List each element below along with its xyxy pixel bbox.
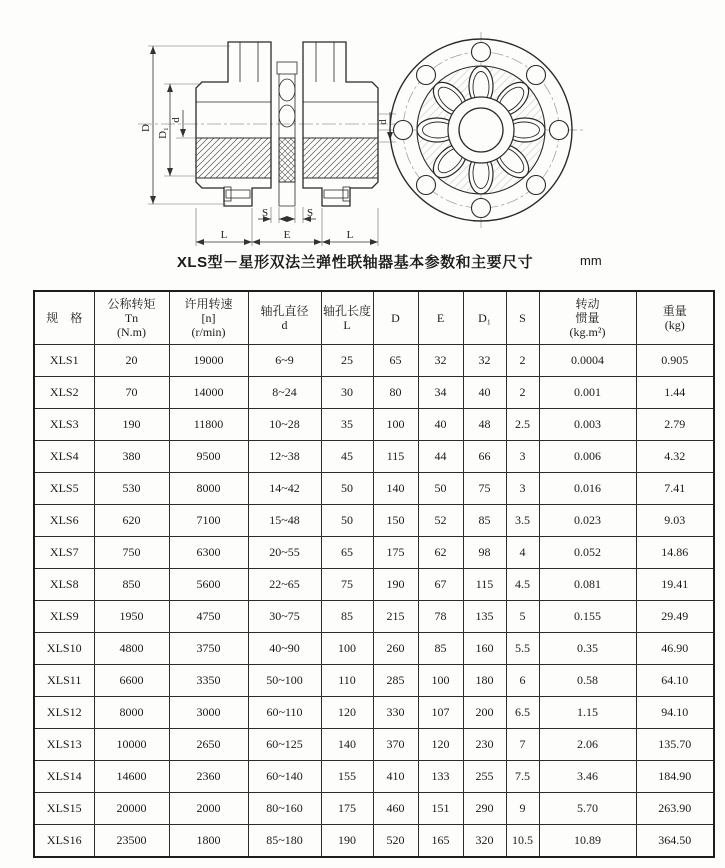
value-cell: 44 bbox=[418, 441, 463, 473]
table-row bbox=[34, 601, 714, 633]
value-cell: 2.79 bbox=[636, 409, 714, 441]
value-cell: 190 bbox=[94, 409, 169, 441]
col-header-line: S bbox=[519, 311, 526, 325]
value-cell: 3.5 bbox=[506, 505, 539, 537]
elastic-element-section bbox=[277, 62, 297, 206]
spec-cell: XLS12 bbox=[34, 697, 94, 729]
value-cell: 0.35 bbox=[539, 633, 636, 665]
value-cell: 14.86 bbox=[636, 537, 714, 569]
spec-cell: XLS14 bbox=[34, 761, 94, 793]
value-cell: 66 bbox=[463, 441, 506, 473]
value-cell: 30~75 bbox=[248, 601, 321, 633]
value-cell: 4750 bbox=[169, 601, 248, 633]
value-cell: 8000 bbox=[169, 473, 248, 505]
value-cell: 151 bbox=[418, 793, 463, 825]
value-cell: 320 bbox=[463, 825, 506, 858]
value-cell: 4 bbox=[506, 537, 539, 569]
header-row bbox=[34, 291, 714, 345]
value-cell: 110 bbox=[321, 665, 373, 697]
value-cell: 50 bbox=[418, 473, 463, 505]
value-cell: 135.70 bbox=[636, 729, 714, 761]
value-cell: 190 bbox=[321, 825, 373, 858]
value-cell: 3.46 bbox=[539, 761, 636, 793]
spec-cell: XLS8 bbox=[34, 569, 94, 601]
col-header-dim-D1 bbox=[463, 291, 506, 345]
spec-cell: XLS11 bbox=[34, 665, 94, 697]
value-cell: 25 bbox=[321, 345, 373, 377]
page-title: XLS型－星形双法兰弹性联轴器基本参数和主要尺寸 bbox=[176, 254, 534, 271]
value-cell: 850 bbox=[94, 569, 169, 601]
value-cell: 14000 bbox=[169, 377, 248, 409]
value-cell: 6 bbox=[506, 665, 539, 697]
value-cell: 19.41 bbox=[636, 569, 714, 601]
value-cell: 30 bbox=[321, 377, 373, 409]
table-body bbox=[34, 345, 714, 858]
value-cell: 2.5 bbox=[506, 409, 539, 441]
title-row bbox=[0, 251, 725, 277]
spec-cell: XLS2 bbox=[34, 377, 94, 409]
spec-cell: XLS16 bbox=[34, 825, 94, 858]
value-cell: 34 bbox=[418, 377, 463, 409]
value-cell: 94.10 bbox=[636, 697, 714, 729]
value-cell: 60~140 bbox=[248, 761, 321, 793]
value-cell: 12~38 bbox=[248, 441, 321, 473]
dim-label-L-left: L bbox=[220, 229, 228, 241]
value-cell: 0.016 bbox=[539, 473, 636, 505]
value-cell: 48 bbox=[463, 409, 506, 441]
value-cell: 620 bbox=[94, 505, 169, 537]
value-cell: 120 bbox=[321, 697, 373, 729]
value-cell: 190 bbox=[373, 569, 418, 601]
value-cell: 80~160 bbox=[248, 793, 321, 825]
dim-label-d-right: d bbox=[377, 119, 389, 125]
col-header-line: E bbox=[436, 311, 445, 325]
col-header-line: 重量 bbox=[662, 304, 687, 318]
col-header-line: 轴孔直径 bbox=[260, 304, 309, 318]
spec-cell: XLS10 bbox=[34, 633, 94, 665]
value-cell: 5600 bbox=[169, 569, 248, 601]
value-cell: 20 bbox=[94, 345, 169, 377]
value-cell: 165 bbox=[418, 825, 463, 858]
table-header bbox=[34, 291, 714, 345]
col-header-line: d bbox=[281, 318, 288, 332]
value-cell: 0.052 bbox=[539, 537, 636, 569]
table-row bbox=[34, 441, 714, 473]
value-cell: 45 bbox=[321, 441, 373, 473]
front-view bbox=[379, 32, 584, 228]
value-cell: 8~24 bbox=[248, 377, 321, 409]
value-cell: 2360 bbox=[169, 761, 248, 793]
col-header-weight bbox=[636, 291, 714, 345]
value-cell: 85 bbox=[418, 633, 463, 665]
section-view bbox=[138, 42, 402, 246]
value-cell: 200 bbox=[463, 697, 506, 729]
value-cell: 5.5 bbox=[506, 633, 539, 665]
value-cell: 120 bbox=[418, 729, 463, 761]
value-cell: 107 bbox=[418, 697, 463, 729]
dim-label-S-left: S bbox=[261, 207, 269, 219]
col-header-inertia bbox=[539, 291, 636, 345]
value-cell: 410 bbox=[373, 761, 418, 793]
spec-cell: XLS15 bbox=[34, 793, 94, 825]
value-cell: 65 bbox=[321, 537, 373, 569]
value-cell: 0.0004 bbox=[539, 345, 636, 377]
value-cell: 133 bbox=[418, 761, 463, 793]
spec-cell: XLS4 bbox=[34, 441, 94, 473]
dim-label-S-right: S bbox=[306, 207, 314, 219]
table-row bbox=[34, 377, 714, 409]
value-cell: 100 bbox=[418, 665, 463, 697]
col-header-dim-E bbox=[418, 291, 463, 345]
value-cell: 14~42 bbox=[248, 473, 321, 505]
table-row bbox=[34, 697, 714, 729]
spec-cell: XLS6 bbox=[34, 505, 94, 537]
value-cell: 184.90 bbox=[636, 761, 714, 793]
value-cell: 70 bbox=[94, 377, 169, 409]
dim-label-d-left: d bbox=[170, 117, 182, 123]
value-cell: 2650 bbox=[169, 729, 248, 761]
value-cell: 62 bbox=[418, 537, 463, 569]
value-cell: 19000 bbox=[169, 345, 248, 377]
value-cell: 285 bbox=[373, 665, 418, 697]
value-cell: 380 bbox=[94, 441, 169, 473]
value-cell: 155 bbox=[321, 761, 373, 793]
value-cell: 67 bbox=[418, 569, 463, 601]
value-cell: 32 bbox=[418, 345, 463, 377]
col-header-dim-S bbox=[506, 291, 539, 345]
value-cell: 50 bbox=[321, 505, 373, 537]
value-cell: 230 bbox=[463, 729, 506, 761]
table-row bbox=[34, 473, 714, 505]
value-cell: 9.03 bbox=[636, 505, 714, 537]
value-cell: 10~28 bbox=[248, 409, 321, 441]
value-cell: 140 bbox=[373, 473, 418, 505]
value-cell: 460 bbox=[373, 793, 418, 825]
spec-cell: XLS3 bbox=[34, 409, 94, 441]
table-row bbox=[34, 569, 714, 601]
value-cell: 23500 bbox=[94, 825, 169, 858]
dim-label-D: D bbox=[140, 124, 152, 132]
value-cell: 75 bbox=[463, 473, 506, 505]
value-cell: 115 bbox=[373, 441, 418, 473]
value-cell: 50 bbox=[321, 473, 373, 505]
value-cell: 75 bbox=[321, 569, 373, 601]
dim-label-L-right: L bbox=[346, 229, 354, 241]
col-header-dim-D bbox=[373, 291, 418, 345]
value-cell: 160 bbox=[463, 633, 506, 665]
value-cell: 100 bbox=[321, 633, 373, 665]
value-cell: 3 bbox=[506, 473, 539, 505]
value-cell: 140 bbox=[321, 729, 373, 761]
spec-cell: XLS5 bbox=[34, 473, 94, 505]
value-cell: 20~55 bbox=[248, 537, 321, 569]
value-cell: 7100 bbox=[169, 505, 248, 537]
value-cell: 78 bbox=[418, 601, 463, 633]
value-cell: 65 bbox=[373, 345, 418, 377]
value-cell: 260 bbox=[373, 633, 418, 665]
value-cell: 370 bbox=[373, 729, 418, 761]
col-header-line: D₁ bbox=[478, 311, 491, 325]
col-header-line: (r/min) bbox=[191, 325, 226, 339]
value-cell: 520 bbox=[373, 825, 418, 858]
value-cell: 9500 bbox=[169, 441, 248, 473]
value-cell: 100 bbox=[373, 409, 418, 441]
col-header-spec bbox=[34, 291, 94, 345]
col-header-line: (kg.m²) bbox=[569, 325, 606, 339]
spec-cell: XLS7 bbox=[34, 537, 94, 569]
value-cell: 3350 bbox=[169, 665, 248, 697]
value-cell: 530 bbox=[94, 473, 169, 505]
col-header-bore-length bbox=[321, 291, 373, 345]
value-cell: 255 bbox=[463, 761, 506, 793]
value-cell: 0.006 bbox=[539, 441, 636, 473]
value-cell: 2 bbox=[506, 377, 539, 409]
table-row bbox=[34, 633, 714, 665]
col-header-line: (N.m) bbox=[117, 325, 146, 339]
dim-label-E: E bbox=[283, 229, 291, 241]
value-cell: 4800 bbox=[94, 633, 169, 665]
value-cell: 60~125 bbox=[248, 729, 321, 761]
col-header-line: L bbox=[343, 318, 351, 332]
value-cell: 0.023 bbox=[539, 505, 636, 537]
value-cell: 85~180 bbox=[248, 825, 321, 858]
value-cell: 7 bbox=[506, 729, 539, 761]
table-row bbox=[34, 793, 714, 825]
col-header-allowable-speed bbox=[169, 291, 248, 345]
value-cell: 40~90 bbox=[248, 633, 321, 665]
value-cell: 7.41 bbox=[636, 473, 714, 505]
value-cell: 3000 bbox=[169, 697, 248, 729]
value-cell: 15~48 bbox=[248, 505, 321, 537]
value-cell: 32 bbox=[463, 345, 506, 377]
value-cell: 60~110 bbox=[248, 697, 321, 729]
table-row bbox=[34, 409, 714, 441]
value-cell: 46.90 bbox=[636, 633, 714, 665]
col-header-bore-diameter bbox=[248, 291, 321, 345]
value-cell: 0.905 bbox=[636, 345, 714, 377]
coupling-technical-drawing bbox=[0, 10, 725, 260]
value-cell: 6~9 bbox=[248, 345, 321, 377]
value-cell: 4.32 bbox=[636, 441, 714, 473]
value-cell: 4.5 bbox=[506, 569, 539, 601]
col-header-line: Tn bbox=[124, 311, 139, 325]
value-cell: 175 bbox=[373, 537, 418, 569]
value-cell: 52 bbox=[418, 505, 463, 537]
value-cell: 29.49 bbox=[636, 601, 714, 633]
value-cell: 1.15 bbox=[539, 697, 636, 729]
value-cell: 10000 bbox=[94, 729, 169, 761]
table-row bbox=[34, 729, 714, 761]
value-cell: 8000 bbox=[94, 697, 169, 729]
value-cell: 40 bbox=[463, 377, 506, 409]
value-cell: 9 bbox=[506, 793, 539, 825]
table-row bbox=[34, 537, 714, 569]
value-cell: 10.5 bbox=[506, 825, 539, 858]
value-cell: 330 bbox=[373, 697, 418, 729]
value-cell: 22~65 bbox=[248, 569, 321, 601]
table-row bbox=[34, 665, 714, 697]
value-cell: 11800 bbox=[169, 409, 248, 441]
value-cell: 1.44 bbox=[636, 377, 714, 409]
value-cell: 750 bbox=[94, 537, 169, 569]
value-cell: 35 bbox=[321, 409, 373, 441]
table-row bbox=[34, 345, 714, 377]
value-cell: 135 bbox=[463, 601, 506, 633]
value-cell: 290 bbox=[463, 793, 506, 825]
value-cell: 1950 bbox=[94, 601, 169, 633]
table-row bbox=[34, 761, 714, 793]
value-cell: 180 bbox=[463, 665, 506, 697]
value-cell: 50~100 bbox=[248, 665, 321, 697]
col-header-line: (kg) bbox=[664, 318, 685, 332]
spec-cell: XLS13 bbox=[34, 729, 94, 761]
value-cell: 364.50 bbox=[636, 825, 714, 858]
value-cell: 0.003 bbox=[539, 409, 636, 441]
value-cell: 115 bbox=[463, 569, 506, 601]
col-header-line: 惯量 bbox=[575, 311, 600, 325]
unit-label: mm bbox=[580, 253, 602, 268]
value-cell: 40 bbox=[418, 409, 463, 441]
value-cell: 0.155 bbox=[539, 601, 636, 633]
value-cell: 80 bbox=[373, 377, 418, 409]
dim-label-D1: D₁ bbox=[157, 127, 169, 139]
table-row bbox=[34, 825, 714, 858]
value-cell: 10.89 bbox=[539, 825, 636, 858]
col-header-line: D bbox=[391, 311, 400, 325]
value-cell: 215 bbox=[373, 601, 418, 633]
col-header-nominal-torque bbox=[94, 291, 169, 345]
value-cell: 20000 bbox=[94, 793, 169, 825]
value-cell: 85 bbox=[321, 601, 373, 633]
col-header-line: [n] bbox=[201, 311, 216, 325]
value-cell: 98 bbox=[463, 537, 506, 569]
value-cell: 3 bbox=[506, 441, 539, 473]
value-cell: 7.5 bbox=[506, 761, 539, 793]
col-header-line: 转动 bbox=[575, 297, 600, 311]
value-cell: 64.10 bbox=[636, 665, 714, 697]
value-cell: 5.70 bbox=[539, 793, 636, 825]
value-cell: 0.58 bbox=[539, 665, 636, 697]
col-header-line: 公称转矩 bbox=[107, 297, 156, 311]
value-cell: 2.06 bbox=[539, 729, 636, 761]
value-cell: 14600 bbox=[94, 761, 169, 793]
spec-cell: XLS1 bbox=[34, 345, 94, 377]
table-row bbox=[34, 505, 714, 537]
value-cell: 5 bbox=[506, 601, 539, 633]
spec-cell: XLS9 bbox=[34, 601, 94, 633]
value-cell: 6.5 bbox=[506, 697, 539, 729]
value-cell: 2 bbox=[506, 345, 539, 377]
value-cell: 150 bbox=[373, 505, 418, 537]
value-cell: 1800 bbox=[169, 825, 248, 858]
value-cell: 85 bbox=[463, 505, 506, 537]
value-cell: 0.081 bbox=[539, 569, 636, 601]
value-cell: 3750 bbox=[169, 633, 248, 665]
col-header-line: 许用转速 bbox=[184, 297, 233, 311]
col-header-line: 轴孔长度 bbox=[322, 304, 371, 318]
value-cell: 6300 bbox=[169, 537, 248, 569]
value-cell: 0.001 bbox=[539, 377, 636, 409]
value-cell: 2000 bbox=[169, 793, 248, 825]
coupling-spec-table bbox=[33, 290, 715, 858]
col-header-line: 规 格 bbox=[46, 311, 83, 325]
value-cell: 263.90 bbox=[636, 793, 714, 825]
value-cell: 175 bbox=[321, 793, 373, 825]
value-cell: 6600 bbox=[94, 665, 169, 697]
